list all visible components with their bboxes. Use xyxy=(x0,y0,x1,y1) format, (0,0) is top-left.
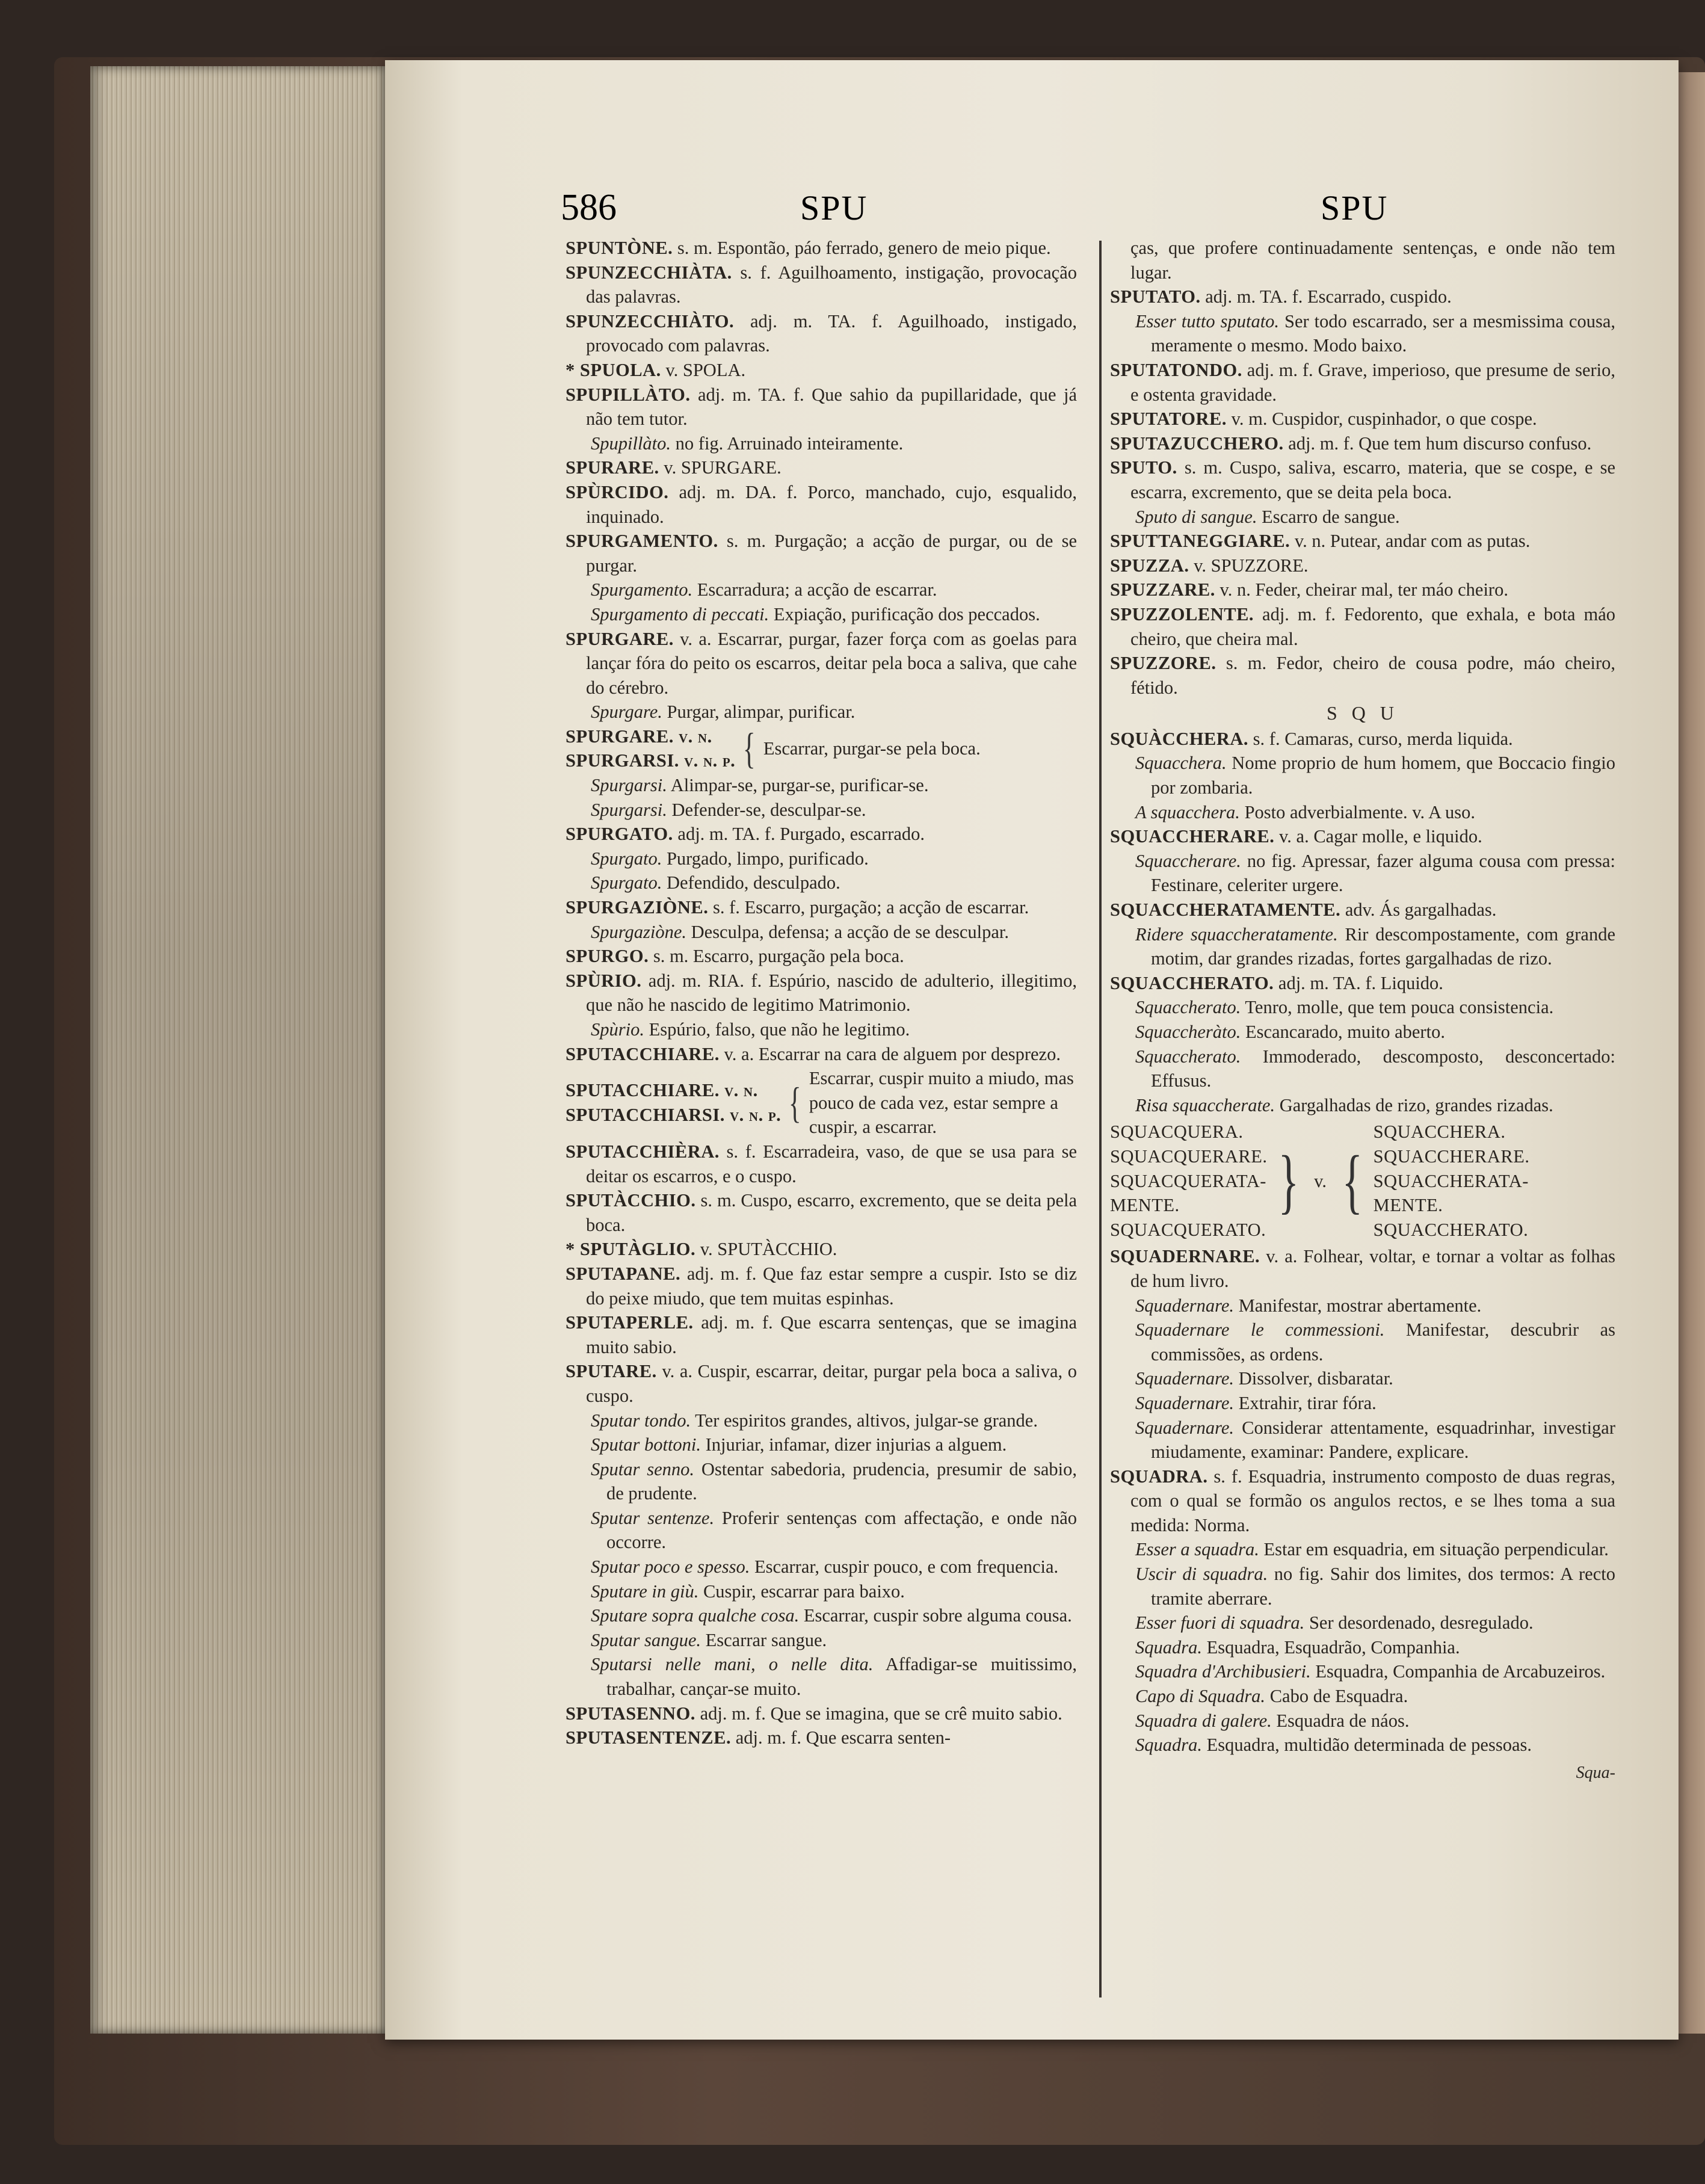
headword: SPUPILLÀTO. xyxy=(566,384,691,405)
running-head-right: SPU xyxy=(1321,188,1389,227)
dictionary-entry xyxy=(1110,898,1615,922)
headword: SPUTO. xyxy=(1110,457,1177,478)
dictionary-entry xyxy=(566,944,1077,969)
headword: * SPUTÀGLIO. xyxy=(566,1239,696,1260)
dictionary-entry xyxy=(566,895,1077,920)
definition: Escarrar, cuspir muito a miudo, mas pouco de cada vez, estar sempre a cuspir, a escarrar. xyxy=(809,1068,1074,1138)
sub-entry xyxy=(566,602,1077,627)
dictionary-entry xyxy=(566,1140,1077,1188)
brace-glyph: { xyxy=(789,1079,801,1127)
definition: Ter espiritos grandes, altivos, julgar-se grande. xyxy=(691,1410,1038,1431)
headword: SPÙRCIDO. xyxy=(566,481,669,502)
headword: SQUACQUERATO. xyxy=(1110,1219,1266,1240)
definition: Ser desordenado, desregulado. xyxy=(1304,1612,1534,1633)
definition: Proferir sentenças com affectação, e onde não occorre. xyxy=(606,1507,1077,1553)
xref-variants xyxy=(1110,1120,1268,1242)
definition: Tenro, molle, que tem pouca consistencia. xyxy=(1241,997,1554,1018)
sub-entry xyxy=(566,1603,1077,1628)
definition: Dissolver, disbaratar. xyxy=(1234,1368,1393,1389)
sub-entry xyxy=(1110,751,1615,800)
headword: SPUNZECCHIÀTA. xyxy=(566,262,732,283)
running-head-left: SPU xyxy=(800,188,868,227)
sub-entry xyxy=(1110,1684,1615,1709)
example-phrase: Sputare in giù. xyxy=(591,1581,699,1602)
dictionary-entry xyxy=(1110,554,1615,578)
definition: s. m. Purgação; a acção de purgar, ou de se purgar. xyxy=(586,531,1077,576)
sub-entry xyxy=(566,431,1077,456)
headword: SQUACQUERATA- xyxy=(1110,1170,1266,1191)
definition: Escarrar, cuspir sobre alguma cousa. xyxy=(799,1605,1072,1626)
definition: Injuriar, infamar, dizer injurias a alguem. xyxy=(701,1434,1007,1455)
example-phrase: Spurgarsi. xyxy=(591,799,667,820)
example-phrase: Esser tutto sputato. xyxy=(1135,310,1280,332)
sub-entry xyxy=(566,871,1077,895)
brace-glyph: } xyxy=(1278,1140,1299,1221)
example-phrase: Sputo di sangue. xyxy=(1135,506,1257,527)
definition: v. SPURGARE. xyxy=(659,457,782,478)
example-phrase: Squadernare le commessioni. xyxy=(1135,1319,1385,1340)
example-phrase: Risa squaccherate. xyxy=(1135,1094,1275,1115)
dictionary-entry xyxy=(566,383,1077,431)
paired-heads xyxy=(566,724,735,773)
sub-entry xyxy=(1110,1093,1615,1118)
dictionary-entry xyxy=(1110,529,1615,554)
sub-entry xyxy=(1110,1294,1615,1318)
headword: SQUACCHERATA- xyxy=(1373,1170,1529,1191)
sub-entry xyxy=(1110,800,1615,825)
example-phrase: Esser a squadra. xyxy=(1135,1539,1259,1560)
example-phrase: Spurgamento di peccati. xyxy=(591,603,769,625)
example-phrase: Spurgaziòne. xyxy=(591,921,686,942)
definition: s. m. Escarro, purgação pela boca. xyxy=(649,946,904,967)
sub-entry xyxy=(1110,995,1615,1020)
dictionary-entry xyxy=(566,480,1077,529)
definition: no fig. Arruinado inteiramente. xyxy=(671,433,904,454)
definition: Esquadra, Companhia de Arcabuzeiros. xyxy=(1310,1661,1606,1682)
sub-entry xyxy=(1110,1611,1615,1635)
definition: s. f. Esquadria, instrumento composto de duas regras, com o qual se formão os angulos rectos, e se lhes toma a sua medida: Norma. xyxy=(1130,1466,1615,1535)
headword: SPUTACCHIÈRA. xyxy=(566,1141,720,1162)
definition: Ser todo escarrado, ser a mesmissima cousa, meramente o mesmo. Modo baixo. xyxy=(1151,310,1616,356)
definition: Cuspir, escarrar para baixo. xyxy=(698,1581,905,1602)
definition: s. m. Cuspo, escarro, excremento, que se deita pela boca. xyxy=(586,1190,1077,1235)
sub-entry xyxy=(1110,1416,1615,1464)
example-phrase: Spurgarsi. xyxy=(591,775,667,796)
sub-entry xyxy=(566,847,1077,871)
example-phrase: Ridere squaccheratamente. xyxy=(1135,924,1338,945)
definition: adj. m. f. Grave, imperioso, que presume de serio, e ostenta gravidade. xyxy=(1130,359,1615,405)
headword: * SPUOLA. xyxy=(566,359,661,380)
dictionary-entry xyxy=(566,627,1077,700)
definition: Extrahir, tirar fóra. xyxy=(1234,1392,1377,1413)
headword: SQUACCHERA. xyxy=(1373,1121,1506,1143)
headword: SPUTAPERLE. xyxy=(566,1312,694,1333)
headword: SQUACQUERARE. xyxy=(1110,1146,1268,1167)
sub-entry xyxy=(566,578,1077,602)
headword: SPUTATO. xyxy=(1110,286,1201,307)
headword: SPUTATONDO. xyxy=(1110,359,1242,380)
definition: Esquadra, multidão determinada de pessoas. xyxy=(1202,1735,1532,1756)
headword: SQUACCHERATO. xyxy=(1110,972,1274,993)
example-phrase: Squadra d'Archibusieri. xyxy=(1135,1661,1311,1682)
xref-targets xyxy=(1374,1120,1530,1242)
definition: v. a. Escarrar, purgar, fazer força com as goelas para lançar fóra do peito os escarros, deitar pela boca a saliva, que cahe do cérebro. xyxy=(586,628,1077,698)
headword: SPURGO. xyxy=(566,946,649,967)
headword: SPÙRIO. xyxy=(566,970,642,991)
paired-heads xyxy=(566,1078,781,1127)
definition: Ostentar sabedoria, prudencia, presumir de sabio, de prudente. xyxy=(606,1458,1078,1504)
headword: SQUACQUERA. xyxy=(1110,1121,1244,1143)
headword: SPURGARSI. v. n. p. xyxy=(566,750,736,771)
headword: SPUNZECCHIÀTO. xyxy=(566,310,735,332)
definition: Gargalhadas de rizo, grandes rizadas. xyxy=(1275,1094,1553,1115)
sub-entry xyxy=(1110,505,1615,529)
sub-entry xyxy=(1110,1318,1615,1366)
definition: Escancarado, muito aberto. xyxy=(1241,1022,1445,1042)
headword: SPUTÀCCHIO. xyxy=(566,1190,696,1211)
definition: Immoderado, descomposto, desconcertado: Effusus. xyxy=(1151,1046,1615,1091)
definition: Considerar attentamente, esquadrinhar, investigar miudamente, examinar: Pandere, explicare. xyxy=(1151,1417,1615,1463)
headword: SPUTACCHIARSI. v. n. p. xyxy=(566,1105,782,1126)
definition: adj. m. TA. f. Purgado, escarrado. xyxy=(673,824,925,845)
headword: SQUÀCCHERA. xyxy=(1110,728,1249,749)
example-phrase: Sputare sopra qualche cosa. xyxy=(591,1605,800,1626)
sub-entry xyxy=(566,700,1077,724)
headword: SPUTAZUCCHERO. xyxy=(1110,433,1284,454)
definition: Purgado, limpo, purificado. xyxy=(662,848,869,869)
headword: SQUADRA. xyxy=(1110,1466,1208,1487)
example-phrase: Squadra. xyxy=(1135,1735,1202,1756)
example-phrase: Sputar poco e spesso. xyxy=(591,1556,750,1578)
see-marker: v. xyxy=(1314,1170,1327,1191)
example-phrase: Capo di Squadra. xyxy=(1135,1686,1266,1707)
page-number: 586 xyxy=(561,187,617,228)
definition: Purgar, alimpar, purificar. xyxy=(662,702,856,723)
headword: SQUADERNARE. xyxy=(1110,1246,1260,1267)
catchword: Squa- xyxy=(1576,1763,1615,1782)
dictionary-entry xyxy=(1110,1464,1615,1538)
example-phrase: Squaccheràto. xyxy=(1135,1022,1241,1042)
headword: SPURARE. xyxy=(566,457,659,478)
definition: Defender-se, desculpar-se. xyxy=(667,799,866,820)
headword: SPUZZOLENTE. xyxy=(1110,603,1254,625)
dictionary-entry xyxy=(566,1701,1077,1726)
definition: adj. m. f. Que escarra sentenças, que se imagina muito sabio. xyxy=(586,1312,1077,1357)
definition: adj. m. TA. f. Liquido. xyxy=(1274,972,1443,993)
definition: Manifestar, descubrir as commissões, as ordens. xyxy=(1151,1319,1615,1365)
dictionary-entry xyxy=(566,309,1077,358)
definition: Alimpar-se, purgar-se, purificar-se. xyxy=(667,775,929,796)
brace-glyph: { xyxy=(743,724,756,773)
definition: Nome proprio de hum homem, que Boccacio fingio por zombaria. xyxy=(1151,753,1615,798)
page-edges xyxy=(90,66,391,2034)
dictionary-entry xyxy=(566,1726,1077,1750)
dictionary-entry xyxy=(1110,1244,1615,1293)
sub-entry xyxy=(566,1628,1077,1653)
example-phrase: Spurgato. xyxy=(591,872,662,893)
headword: SQUACCHERARE. xyxy=(1110,826,1275,847)
headword: SQUACCHERARE. xyxy=(1373,1146,1530,1167)
sub-entry xyxy=(1110,1366,1615,1391)
example-phrase: Squaccherare. xyxy=(1135,850,1241,871)
definition: v. SPOLA. xyxy=(661,359,746,380)
definition: v. SPUZZORE. xyxy=(1189,555,1309,576)
definition: s. m. Cuspo, saliva, escarro, materia, que se cospe, e se escarra, excremento, que se deita pela boca. xyxy=(1130,457,1615,502)
definition: v. a. Escarrar na cara de alguem por desprezo. xyxy=(719,1043,1061,1064)
example-phrase: Spupillàto. xyxy=(591,433,671,454)
dictionary-entry xyxy=(566,1042,1077,1067)
headword: SPUTARE. xyxy=(566,1361,657,1382)
sub-entry xyxy=(1110,1044,1615,1093)
definition: adj. m. DA. f. Porco, manchado, cujo, esqualido, inquinado. xyxy=(586,481,1077,527)
example-phrase: Spurgare. xyxy=(591,702,662,723)
column-rule xyxy=(1099,241,1102,1997)
sub-entry xyxy=(1110,922,1615,971)
definition: Escarradura; a acção de escarrar. xyxy=(692,579,937,600)
definition: v. n. Putear, andar com as putas. xyxy=(1290,531,1531,552)
example-phrase: Sputar sangue. xyxy=(591,1629,701,1650)
sub-entry xyxy=(1110,1537,1615,1562)
sub-entry xyxy=(566,1457,1077,1506)
definition: s. f. Aguilhoamento, instigação, provocação das palavras. xyxy=(586,262,1077,307)
paired-headwords xyxy=(566,1066,1077,1140)
dictionary-entry xyxy=(1110,578,1615,602)
definition: s. f. Escarradeira, vaso, de que se usa para se deitar os escarros, e o cuspo. xyxy=(586,1141,1077,1186)
sub-entry xyxy=(1110,1659,1615,1684)
headword: SPUTAPANE. xyxy=(566,1263,681,1284)
dictionary-entry xyxy=(566,822,1077,847)
dictionary-entry xyxy=(1110,651,1615,700)
dictionary-entry xyxy=(566,1310,1077,1359)
headword: SPUTASENTENZE. xyxy=(566,1727,732,1748)
dictionary-entry xyxy=(566,1262,1077,1310)
dictionary-entry xyxy=(1110,285,1615,309)
definition: v. a. Cuspir, escarrar, deitar, purgar pela boca a saliva, o cuspo. xyxy=(586,1361,1077,1406)
definition: v. m. Cuspidor, cuspinhador, o que cospe. xyxy=(1226,409,1537,430)
dictionary-page xyxy=(385,60,1679,2040)
definition: Expiação, purificação dos peccados. xyxy=(769,603,1040,625)
headword: SQUACCHERATAMENTE. xyxy=(1110,899,1341,921)
definition: no fig. Apressar, fazer alguma cousa com pressa: Festinare, celeriter urgere. xyxy=(1151,850,1615,896)
right-column xyxy=(1110,236,1615,1785)
sub-entry xyxy=(566,920,1077,945)
definition: Escarro de sangue. xyxy=(1257,506,1400,527)
dictionary-entry xyxy=(566,358,1077,383)
definition: s. f. Camaras, curso, merda liquida. xyxy=(1248,728,1513,749)
headword: SPURGAMENTO. xyxy=(566,531,718,552)
sub-entry xyxy=(1110,1391,1615,1416)
headword: SQUACCHERATO. xyxy=(1373,1219,1529,1240)
headword: SPURGATO. xyxy=(566,824,673,845)
example-phrase: Spùrio. xyxy=(591,1019,644,1040)
left-column xyxy=(566,236,1077,1750)
definition: Cabo de Esquadra. xyxy=(1265,1686,1408,1707)
definition: adj. m. TA. f. Que sahio da pupillaridade, que já não tem tutor. xyxy=(586,384,1077,430)
definition: Escarrar sangue. xyxy=(701,1629,827,1650)
sub-entry xyxy=(566,798,1077,822)
example-phrase: Sputar tondo. xyxy=(591,1410,691,1431)
definition: adj. m. f. Que tem hum discurso confuso. xyxy=(1283,433,1592,454)
definition: Escarrar, purgar-se pela boca. xyxy=(763,738,981,759)
definition: Manifestar, mostrar abertamente. xyxy=(1234,1295,1482,1316)
definition: adj. m. f. Que se imagina, que se crê muito sabio. xyxy=(695,1703,1062,1724)
headword: SPURGAZIÒNE. xyxy=(566,897,709,918)
sub-entry xyxy=(1110,309,1615,358)
section-heading: S Q U xyxy=(1326,702,1399,724)
example-phrase: A squacchera. xyxy=(1135,801,1240,822)
headword: SPUTACCHIARE. xyxy=(566,1043,720,1064)
definition: v. a. Cagar molle, e liquido. xyxy=(1274,826,1482,847)
example-phrase: Squaccherato. xyxy=(1135,1046,1241,1067)
sub-entry xyxy=(566,1652,1077,1701)
definition: v. a. Folhear, voltar, e tornar a voltar as folhas de hum livro. xyxy=(1130,1246,1615,1291)
sub-entry xyxy=(566,1555,1077,1579)
example-phrase: Sputar bottoni. xyxy=(591,1434,701,1455)
definition: v. SPUTÀCCHIO. xyxy=(695,1239,837,1260)
example-phrase: Squadernare. xyxy=(1135,1295,1235,1316)
sub-entry xyxy=(1110,1635,1615,1660)
definition: adj. m. TA. f. Aguilhoado, instigado, provocado com palavras. xyxy=(586,310,1077,356)
dictionary-entry xyxy=(566,1237,1077,1262)
sub-entry xyxy=(1110,849,1615,898)
headword: SPUZZARE. xyxy=(1110,579,1215,600)
dictionary-entry xyxy=(566,236,1077,261)
sub-entry xyxy=(566,1408,1077,1433)
definition: adv. Ás gargalhadas. xyxy=(1340,899,1497,921)
example-phrase: Spurgato. xyxy=(591,848,662,869)
sub-entry xyxy=(566,1017,1077,1042)
definition: Desculpa, defensa; a acção de se desculpar. xyxy=(686,921,1010,942)
definition: ças, que profere continuadamente sentenças, e onde não tem lugar. xyxy=(1130,238,1615,283)
dictionary-entry xyxy=(1110,455,1615,504)
headword: SPUTATORE. xyxy=(1110,409,1227,430)
sub-entry xyxy=(566,1506,1077,1555)
definition: Estar em esquadria, em situação perpendicular. xyxy=(1259,1539,1609,1560)
definition: s. m. Espontão, páo ferrado, genero de meio pique. xyxy=(673,238,1051,258)
definition: v. n. Feder, cheirar mal, ter máo cheiro. xyxy=(1215,579,1508,600)
headword: SPURGARE. xyxy=(566,628,674,649)
dictionary-entry xyxy=(1110,727,1615,751)
definition: adj. m. f. Que escarra senten- xyxy=(731,1727,951,1748)
definition: Esquadra, Esquadrão, Companhia. xyxy=(1202,1636,1460,1658)
definition: adj. m. RIA. f. Espúrio, nascido de adulterio, illegitimo, que não he nascido de legitimo Matrimonio. xyxy=(586,970,1077,1016)
sub-entry xyxy=(1110,1709,1615,1733)
dictionary-entry xyxy=(1110,602,1615,651)
definition: Posto adverbialmente. v. A uso. xyxy=(1239,801,1476,822)
definition: adj. m. f. Fedorento, que exhala, e bota máo cheiro, que cheira mal. xyxy=(1130,603,1615,649)
dictionary-entry xyxy=(1110,431,1615,456)
example-phrase: Squadra. xyxy=(1135,1636,1202,1658)
headword: SPUZZORE. xyxy=(1110,653,1216,674)
dictionary-entry xyxy=(566,261,1077,309)
paired-headwords xyxy=(566,724,1077,773)
dictionary-entry xyxy=(566,969,1077,1017)
dictionary-entry xyxy=(566,455,1077,480)
definition: adj. m. TA. f. Escarrado, cuspido. xyxy=(1200,286,1452,307)
dictionary-entry xyxy=(566,529,1077,578)
definition: Defendido, desculpado. xyxy=(662,872,840,893)
dictionary-entry xyxy=(1110,971,1615,996)
example-phrase: Squadra di galere. xyxy=(1135,1710,1272,1731)
headword: SPURGARE. v. n. xyxy=(566,726,712,747)
example-phrase: Esser fuori di squadra. xyxy=(1135,1612,1305,1633)
dictionary-entry xyxy=(1110,358,1615,407)
definition: s. f. Escarro, purgação; a acção de escarrar. xyxy=(708,897,1029,918)
sub-entry xyxy=(566,1433,1077,1457)
definition: adj. m. f. Que faz estar sempre a cuspir. Isto se diz do peixe miudo, que tem muitas espinhas. xyxy=(586,1263,1077,1309)
definition: Escarrar, cuspir pouco, e com frequencia. xyxy=(750,1556,1059,1578)
headword: SPUZZA. xyxy=(1110,555,1189,576)
example-phrase: Sputar senno. xyxy=(591,1458,694,1479)
headword: SPUTASENNO. xyxy=(566,1703,695,1724)
example-phrase: Squadernare. xyxy=(1135,1392,1235,1413)
example-phrase: Uscir di squadra. xyxy=(1135,1564,1268,1585)
sub-entry xyxy=(1110,1562,1615,1611)
dictionary-entry xyxy=(1110,236,1615,285)
example-phrase: Squacchera. xyxy=(1135,753,1227,774)
example-phrase: Sputar sentenze. xyxy=(591,1507,715,1528)
headword: SPUTACCHIARE. v. n. xyxy=(566,1080,758,1101)
definition: Espúrio, falso, que não he legitimo. xyxy=(644,1019,910,1040)
sub-entry xyxy=(566,773,1077,798)
sub-entry xyxy=(1110,1020,1615,1044)
definition: Rir descompostamente, com grande motim, dar grandes rizadas, fortes gargalhadas de rizo. xyxy=(1151,924,1615,969)
sub-entry xyxy=(566,1579,1077,1604)
definition: s. m. Fedor, cheiro de cousa podre, máo cheiro, fétido. xyxy=(1130,653,1615,698)
brace-glyph: { xyxy=(1342,1140,1363,1221)
example-phrase: Sputarsi nelle mani, o nelle dita. xyxy=(591,1654,874,1675)
definition: Esquadra de náos. xyxy=(1271,1710,1410,1731)
dictionary-entry xyxy=(1110,824,1615,849)
definition: Affadigar-se muitissimo, trabalhar, cançar-se muito. xyxy=(606,1654,1077,1700)
headword: MENTE. xyxy=(1110,1195,1180,1216)
dictionary-entry xyxy=(566,1359,1077,1408)
example-phrase: Spurgamento. xyxy=(591,579,693,600)
dictionary-entry xyxy=(1110,407,1615,431)
sub-entry xyxy=(1110,1733,1615,1757)
example-phrase: Squaccherato. xyxy=(1135,997,1241,1018)
example-phrase: Squadernare. xyxy=(1135,1368,1235,1389)
dictionary-entry xyxy=(566,1188,1077,1237)
example-phrase: Squadernare. xyxy=(1135,1417,1235,1438)
headword: SPUTTANEGGIARE. xyxy=(1110,531,1290,552)
definition: no fig. Sahir dos limites, dos termos: A recto tramite aberrare. xyxy=(1151,1564,1615,1609)
headword: SPUNTÒNE. xyxy=(566,238,673,258)
cross-reference-group xyxy=(1110,1120,1615,1242)
headword: MENTE. xyxy=(1373,1195,1443,1216)
